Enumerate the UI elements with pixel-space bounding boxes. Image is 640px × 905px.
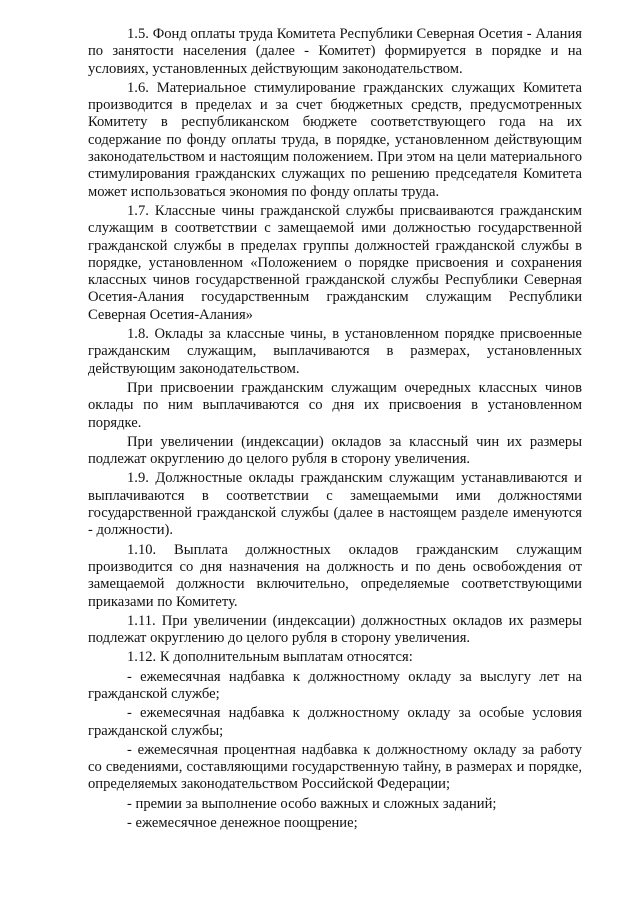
paragraph-1-11: 1.11. При увеличении (индексации) должностных окладов их размеры подлежат округлению до целого рубля в сторону увеличения. [88, 612, 582, 647]
list-item-state-secret-allowance: - ежемесячная процентная надбавка к должностному окладу за работу со сведениями, составляющими государственную тайну, в размерах и порядке, определяемых законодательством Российской Федерации; [88, 741, 582, 793]
paragraph-1-10: 1.10. Выплата должностных окладов гражданским служащим производится со дня назначения на должность и по день освобождения от замещаемой должности включительно, определяемые соответствующими приказами по Комитету. [88, 541, 582, 610]
paragraph-1-12: 1.12. К дополнительным выплатам относятся: [127, 649, 413, 666]
list-item-bonuses: - премии за выполнение особо важных и сложных заданий; [127, 795, 497, 812]
paragraph-1-8: 1.8. Оклады за классные чины, в установленном порядке присвоенные гражданским служащим, выплачиваются в размерах, установленных действующим законодательством. [88, 326, 582, 377]
document-page [88, 26, 582, 832]
paragraph-1-5: 1.5. Фонд оплаты труда Комитета Республики Северная Осетия - Алания по занятости населения (далее - Комитет) формируется в порядке и на условиях, установленных действующим законодательством. [88, 26, 582, 77]
paragraph-1-8-b: При увеличении (индексации) окладов за классный чин их размеры подлежат округлению до целого рубля в сторону увеличения. [88, 433, 582, 468]
list-item-seniority-allowance: - ежемесячная надбавка к должностному окладу за выслугу лет на гражданской службе; [88, 668, 582, 702]
list-item-monthly-incentive: - ежемесячное денежное поощрение; [127, 815, 358, 832]
paragraph-1-6: 1.6. Материальное стимулирование гражданских служащих Комитета производится в пределах и за счет бюджетных средств, предусмотренных Комитету в республиканском бюджете соответствующего года на их содержание по фонду оплаты труда, в порядке, установленном действующим законодательством и настоящим положением. При этом на цели материального стимулирования гражданских служащих по решению председателя Комитета может использоваться экономия по фонду оплаты труда. [88, 79, 582, 200]
list-item-special-conditions-allowance: - ежемесячная надбавка к должностному окладу за особые условия гражданской службы; [88, 705, 582, 739]
paragraph-1-7: 1.7. Классные чины гражданской службы присваиваются гражданским служащим в соответствии с замещаемой ими должностью государственной гражданской службы в пределах группы должностей гражданской службы в порядке, установленном «Положением о порядке присвоения и сохранения классных чинов государственной гражданской службы Республики Северная Осетия-Алания государственным гражданским служащим Республики Северная Осетия-Алания» [88, 202, 582, 323]
paragraph-1-9: 1.9. Должностные оклады гражданским служащим устанавливаются и выплачиваются в соответствии с замещаемыми ими должностями государственной гражданской службы (далее в настоящем разделе именуются - должности). [88, 470, 582, 539]
paragraph-1-8-a: При присвоении гражданским служащим очередных классных чинов оклады по ним выплачиваются со дня их присвоения в установленном порядке. [88, 379, 582, 431]
